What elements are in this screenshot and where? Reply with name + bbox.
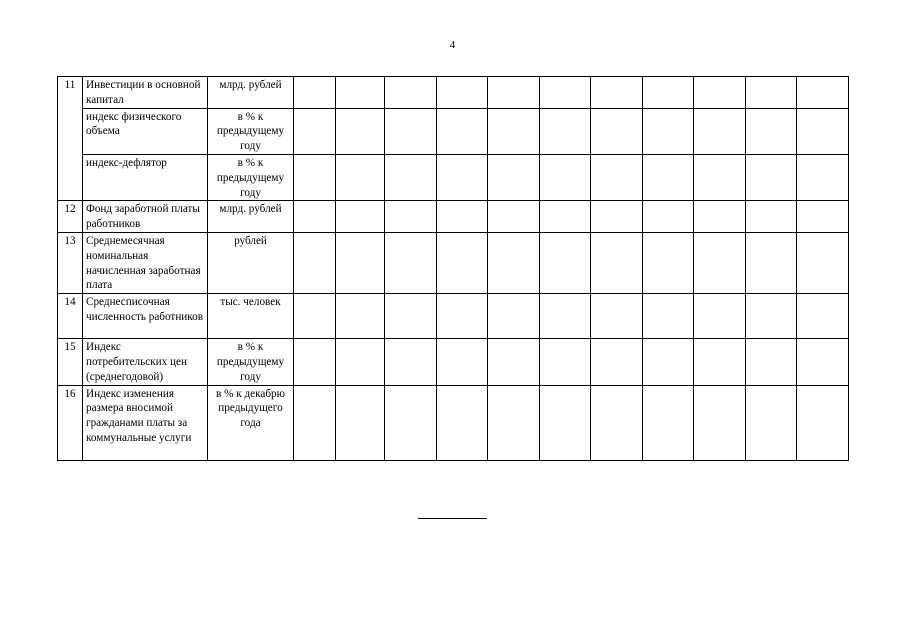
row-number: 12: [58, 201, 83, 233]
value-cell[interactable]: [437, 339, 488, 385]
row-number: 11: [58, 77, 83, 201]
value-cell[interactable]: [488, 385, 540, 460]
indicator-name: Индекс потребительских цен (среднегодовой): [83, 339, 208, 385]
value-cell[interactable]: [591, 201, 643, 233]
value-cell[interactable]: [336, 201, 385, 233]
value-cell[interactable]: [746, 201, 797, 233]
table-row: [58, 232, 849, 293]
table-row: [58, 201, 849, 233]
indicator-name: Среднемесячная номинальная начисленная заработная плата: [83, 232, 208, 293]
value-cell[interactable]: [643, 108, 694, 154]
indicator-name: Индекс изменения размера вносимой гражданами платы за коммунальные услуги: [83, 385, 208, 460]
value-cell[interactable]: [694, 385, 746, 460]
value-cell[interactable]: [488, 77, 540, 109]
value-cell[interactable]: [385, 294, 437, 339]
value-cell[interactable]: [694, 77, 746, 109]
value-cell[interactable]: [294, 154, 336, 200]
table-row: [58, 77, 849, 109]
unit-cell: в % к декабрю предыдущего года: [208, 385, 294, 460]
value-cell[interactable]: [591, 232, 643, 293]
value-cell[interactable]: [294, 77, 336, 109]
value-cell[interactable]: [797, 339, 849, 385]
value-cell[interactable]: [797, 294, 849, 339]
value-cell[interactable]: [694, 294, 746, 339]
value-cell[interactable]: [797, 108, 849, 154]
value-cell[interactable]: [797, 77, 849, 109]
row-number: 15: [58, 339, 83, 385]
value-cell[interactable]: [294, 108, 336, 154]
value-cell[interactable]: [437, 385, 488, 460]
value-cell[interactable]: [540, 108, 591, 154]
value-cell[interactable]: [694, 108, 746, 154]
value-cell[interactable]: [385, 232, 437, 293]
unit-cell: в % к предыдущему году: [208, 108, 294, 154]
value-cell[interactable]: [336, 294, 385, 339]
value-cell[interactable]: [385, 77, 437, 109]
row-number: 13: [58, 232, 83, 293]
value-cell[interactable]: [540, 339, 591, 385]
value-cell[interactable]: [643, 201, 694, 233]
value-cell[interactable]: [336, 77, 385, 109]
value-cell[interactable]: [746, 108, 797, 154]
value-cell[interactable]: [797, 201, 849, 233]
value-cell[interactable]: [694, 201, 746, 233]
value-cell[interactable]: [437, 201, 488, 233]
table-row: [58, 339, 849, 385]
unit-cell: тыс. человек: [208, 294, 294, 339]
value-cell[interactable]: [591, 108, 643, 154]
value-cell[interactable]: [591, 77, 643, 109]
value-cell[interactable]: [336, 154, 385, 200]
value-cell[interactable]: [643, 385, 694, 460]
value-cell[interactable]: [643, 77, 694, 109]
value-cell[interactable]: [385, 385, 437, 460]
value-cell[interactable]: [294, 201, 336, 233]
value-cell[interactable]: [437, 232, 488, 293]
value-cell[interactable]: [643, 294, 694, 339]
value-cell[interactable]: [294, 385, 336, 460]
value-cell[interactable]: [437, 108, 488, 154]
indicator-name: Инвестиции в основной капитал: [83, 77, 208, 109]
value-cell[interactable]: [294, 294, 336, 339]
unit-cell: млрд. рублей: [208, 77, 294, 109]
value-cell[interactable]: [797, 154, 849, 200]
value-cell[interactable]: [540, 201, 591, 233]
value-cell[interactable]: [385, 339, 437, 385]
unit-cell: рублей: [208, 232, 294, 293]
value-cell[interactable]: [336, 385, 385, 460]
value-cell[interactable]: [746, 385, 797, 460]
value-cell[interactable]: [643, 154, 694, 200]
value-cell[interactable]: [540, 232, 591, 293]
value-cell[interactable]: [540, 77, 591, 109]
value-cell[interactable]: [385, 201, 437, 233]
value-cell[interactable]: [437, 77, 488, 109]
page-number: 4: [449, 39, 456, 51]
value-cell[interactable]: [694, 339, 746, 385]
value-cell[interactable]: [488, 339, 540, 385]
value-cell[interactable]: [643, 232, 694, 293]
indicators-table: [57, 76, 849, 461]
unit-cell: в % к предыдущему году: [208, 154, 294, 200]
table-row: [58, 294, 849, 339]
closing-divider: [418, 518, 487, 519]
value-cell[interactable]: [591, 339, 643, 385]
unit-cell: млрд. рублей: [208, 201, 294, 233]
value-cell[interactable]: [643, 339, 694, 385]
table-row: [58, 385, 849, 460]
value-cell[interactable]: [488, 108, 540, 154]
value-cell[interactable]: [336, 232, 385, 293]
unit-cell: в % к предыдущему году: [208, 339, 294, 385]
value-cell[interactable]: [385, 108, 437, 154]
value-cell[interactable]: [336, 339, 385, 385]
value-cell[interactable]: [540, 294, 591, 339]
table-row: [58, 108, 849, 154]
value-cell[interactable]: [488, 232, 540, 293]
value-cell[interactable]: [694, 232, 746, 293]
table-row: [58, 154, 849, 200]
value-cell[interactable]: [746, 77, 797, 109]
value-cell[interactable]: [385, 154, 437, 200]
value-cell[interactable]: [336, 108, 385, 154]
value-cell[interactable]: [746, 154, 797, 200]
value-cell[interactable]: [694, 154, 746, 200]
value-cell[interactable]: [591, 385, 643, 460]
value-cell[interactable]: [591, 294, 643, 339]
indicator-name: индекс-дефлятор: [83, 154, 208, 200]
value-cell[interactable]: [746, 232, 797, 293]
indicator-name: Фонд заработной платы работников: [83, 201, 208, 233]
value-cell[interactable]: [437, 294, 488, 339]
value-cell[interactable]: [746, 294, 797, 339]
value-cell[interactable]: [540, 385, 591, 460]
row-number: 14: [58, 294, 83, 339]
value-cell[interactable]: [746, 339, 797, 385]
value-cell[interactable]: [797, 385, 849, 460]
value-cell[interactable]: [797, 232, 849, 293]
value-cell[interactable]: [591, 154, 643, 200]
row-number: 16: [58, 385, 83, 460]
indicator-name: индекс физического объема: [83, 108, 208, 154]
value-cell[interactable]: [488, 201, 540, 233]
value-cell[interactable]: [488, 294, 540, 339]
value-cell[interactable]: [488, 154, 540, 200]
value-cell[interactable]: [294, 339, 336, 385]
value-cell[interactable]: [294, 232, 336, 293]
indicator-name: Среднесписочная численность работников: [83, 294, 208, 339]
value-cell[interactable]: [540, 154, 591, 200]
value-cell[interactable]: [437, 154, 488, 200]
